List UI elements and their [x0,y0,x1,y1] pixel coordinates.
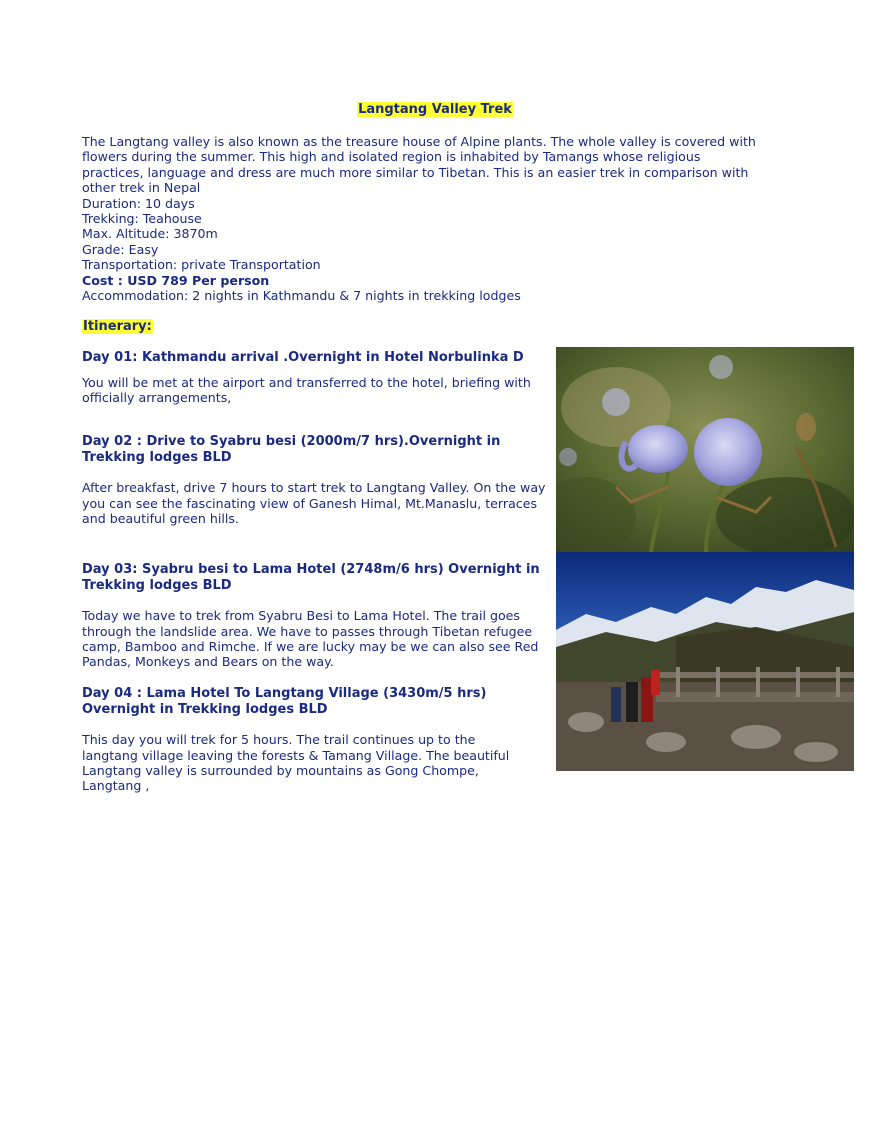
intro-grade: Grade: Easy [82,241,159,257]
intro-accommodation: Accommodation: 2 nights in Kathmandu & 7 nights in trekking lodges [82,288,521,304]
intro-trekking: Trekking: Teahouse [82,211,202,227]
day-heading: Day 02 : Drive to Syabru besi (2000m/7 hrs).Overnight in Trekking lodges BLD [82,434,501,465]
mountain-trek-photo-icon [556,552,854,771]
itinerary-heading [82,319,153,335]
intro-section [82,134,762,303]
intro-transportation: Transportation: private Transportation [82,257,321,273]
day-heading: Day 01: Kathmandu arrival .Overnight in Hotel Norbulinka D [82,350,524,365]
day-body: This day you will trek for 5 hours. The trail continues up to the langtang village leaving the forests & Tamang Village. The beautiful Langtang valley is surrounded by mountains as Gong Chompe, Langtang , [82,732,510,794]
flower-photo-icon [556,347,854,552]
day-body: You will be met at the airport and transferred to the hotel, briefing with officially arrangements, [82,374,531,405]
day-04 [82,686,552,794]
flower-photo [556,347,854,552]
day-03 [82,562,552,670]
day-heading: Day 03: Syabru besi to Lama Hotel (2748m/6 hrs) Overnight in Trekking lodges BLD [82,562,540,593]
itinerary-heading-text: Itinerary: [83,319,152,334]
mountain-trek-photo [556,552,854,771]
intro-duration: Duration: 10 days [82,195,195,211]
day-body: After breakfast, drive 7 hours to start trek to Langtang Valley. On the way you can see the fascinating view of Ganesh Himal, Mt.Manaslu, terraces and beautiful green hills. [82,480,546,526]
title-text: Langtang Valley Trek [358,102,512,117]
page-title [0,102,870,118]
day-body: Today we have to trek from Syabru Besi to Lama Hotel. The trail goes through the landslide area. We have to passes through Tibetan refugee camp, Bamboo and Rimche. If we are lucky may be we can also see Red Pandas, Monkeys and Bears on the way. [82,608,539,670]
intro-description: The Langtang valley is also known as the treasure house of Alpine plants. The whole valley is covered with flowers during the summer. This high and isolated region is inhabited by Tamangs whose religious practices, language and dress are much more similar to Tibetan. This is an easier trek in comparison with other trek in Nepal [82,134,756,196]
intro-altitude: Max. Altitude: 3870m [82,226,218,242]
intro-cost: Cost : USD 789 Per person [82,272,270,288]
day-02 [82,434,552,526]
day-heading: Day 04 : Lama Hotel To Langtang Village (3430m/5 hrs) Overnight in Trekking lodges BLD [82,686,487,717]
day-01 [82,350,552,405]
